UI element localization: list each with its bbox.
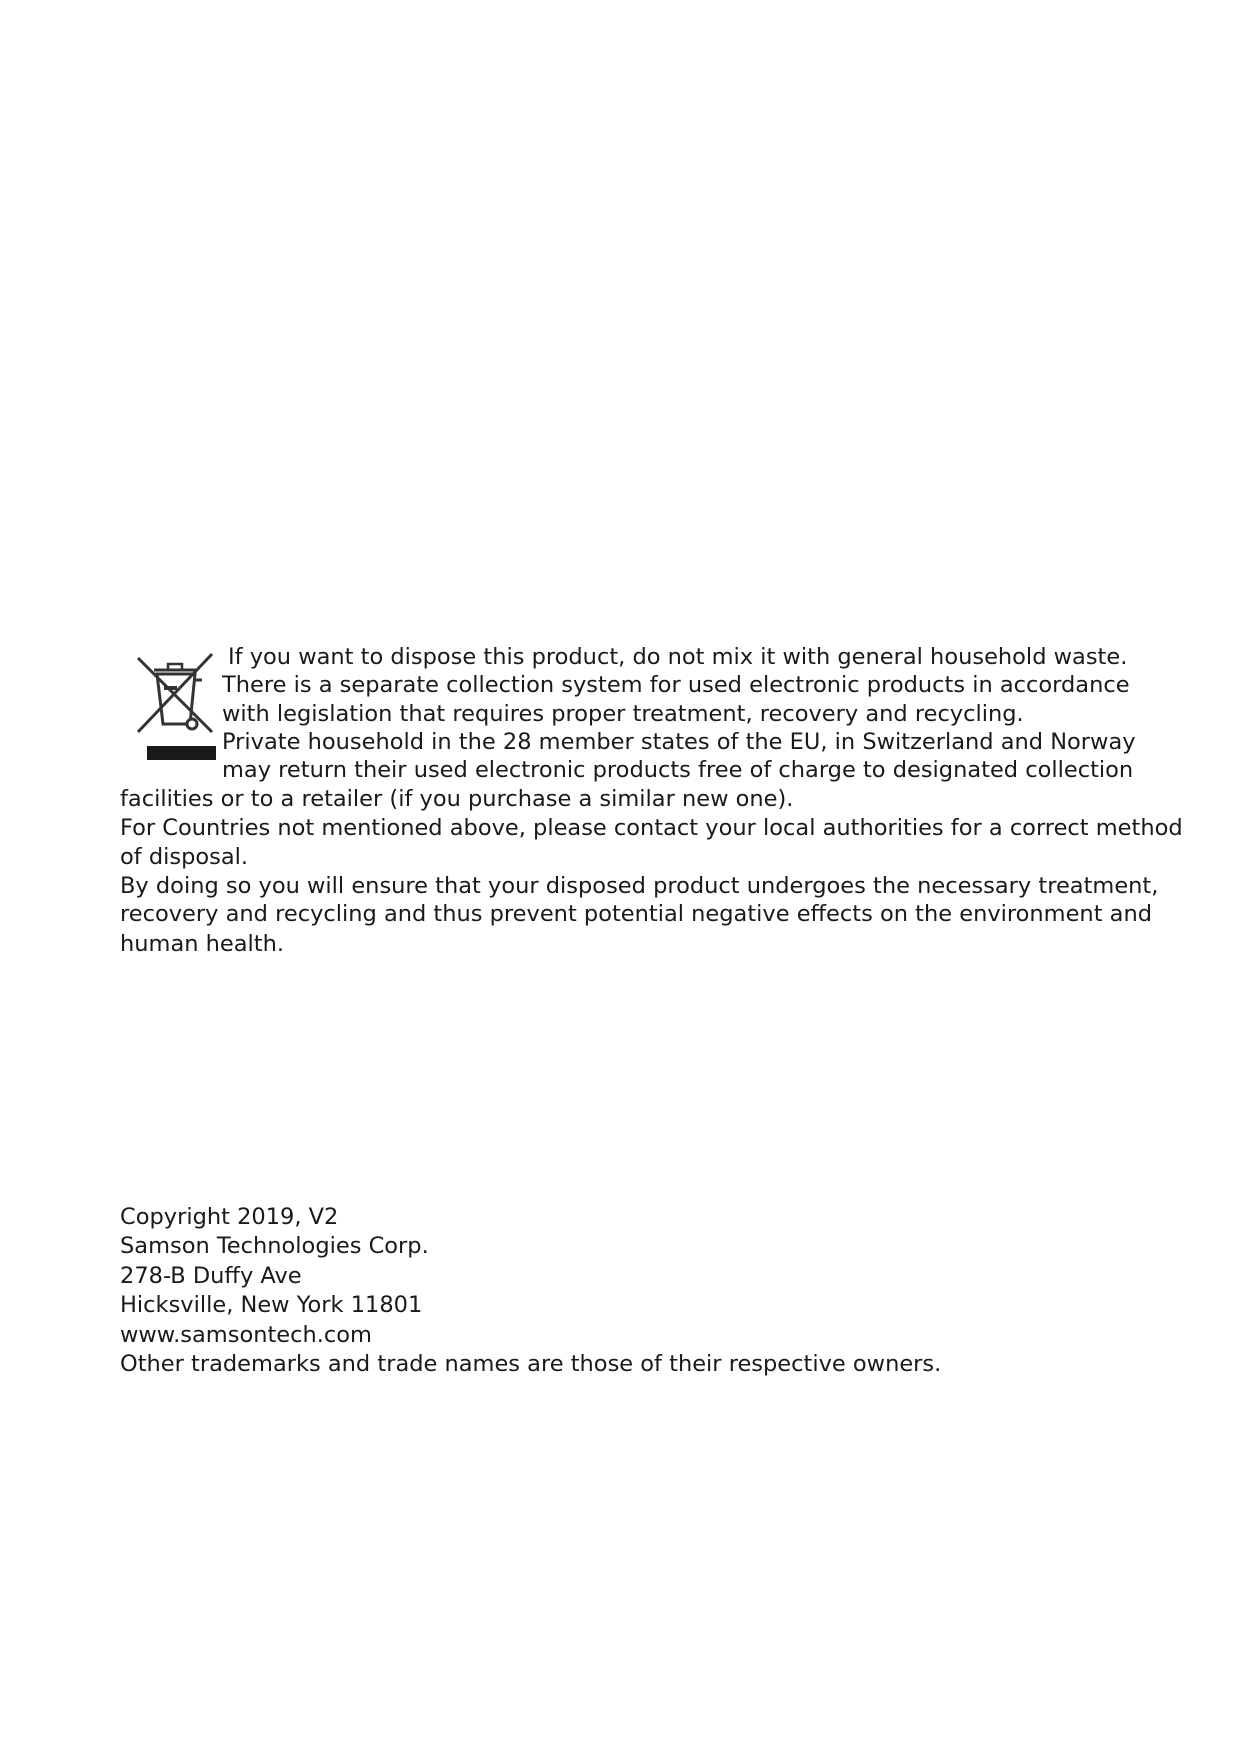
- disposal-line-1: If you want to dispose this product, do not mix it with general household waste.: [228, 644, 1128, 670]
- crossed-out-wheelie-bin-icon: [130, 650, 220, 760]
- street-address: 278-B Duffy Ave: [120, 1262, 302, 1289]
- footer-contact-block: [120, 1203, 1120, 1379]
- disposal-line-6: facilities or to a retailer (if you purchase a similar new one).: [120, 786, 794, 812]
- website-link[interactable]: www.samsontech.com: [120, 1321, 372, 1348]
- disposal-line-10: recovery and recycling and thus prevent potential negative effects on the environment and: [120, 901, 1153, 927]
- company-name: Samson Technologies Corp.: [120, 1233, 429, 1260]
- disposal-line-3: with legislation that requires proper treatment, recovery and recycling.: [222, 701, 1024, 727]
- disposal-line-8: of disposal.: [120, 844, 249, 870]
- disposal-line-5: may return their used electronic products free of charge to designated collection: [222, 757, 1134, 783]
- disposal-line-7: For Countries not mentioned above, please contact your local authorities for a correct method: [120, 815, 1183, 841]
- city-address: Hicksville, New York 11801: [120, 1292, 423, 1319]
- trademark-notice: Other trademarks and trade names are those of their respective owners.: [120, 1351, 942, 1378]
- disposal-line-9: By doing so you will ensure that your disposed product undergoes the necessary treatment,: [120, 873, 1159, 899]
- disposal-line-11: human health.: [120, 931, 285, 957]
- copyright-text: Copyright 2019, V2: [120, 1204, 339, 1230]
- disposal-line-2: There is a separate collection system for used electronic products in accordance: [222, 672, 1130, 698]
- disposal-line-4: Private household in the 28 member states of the EU, in Switzerland and Norway: [222, 729, 1136, 755]
